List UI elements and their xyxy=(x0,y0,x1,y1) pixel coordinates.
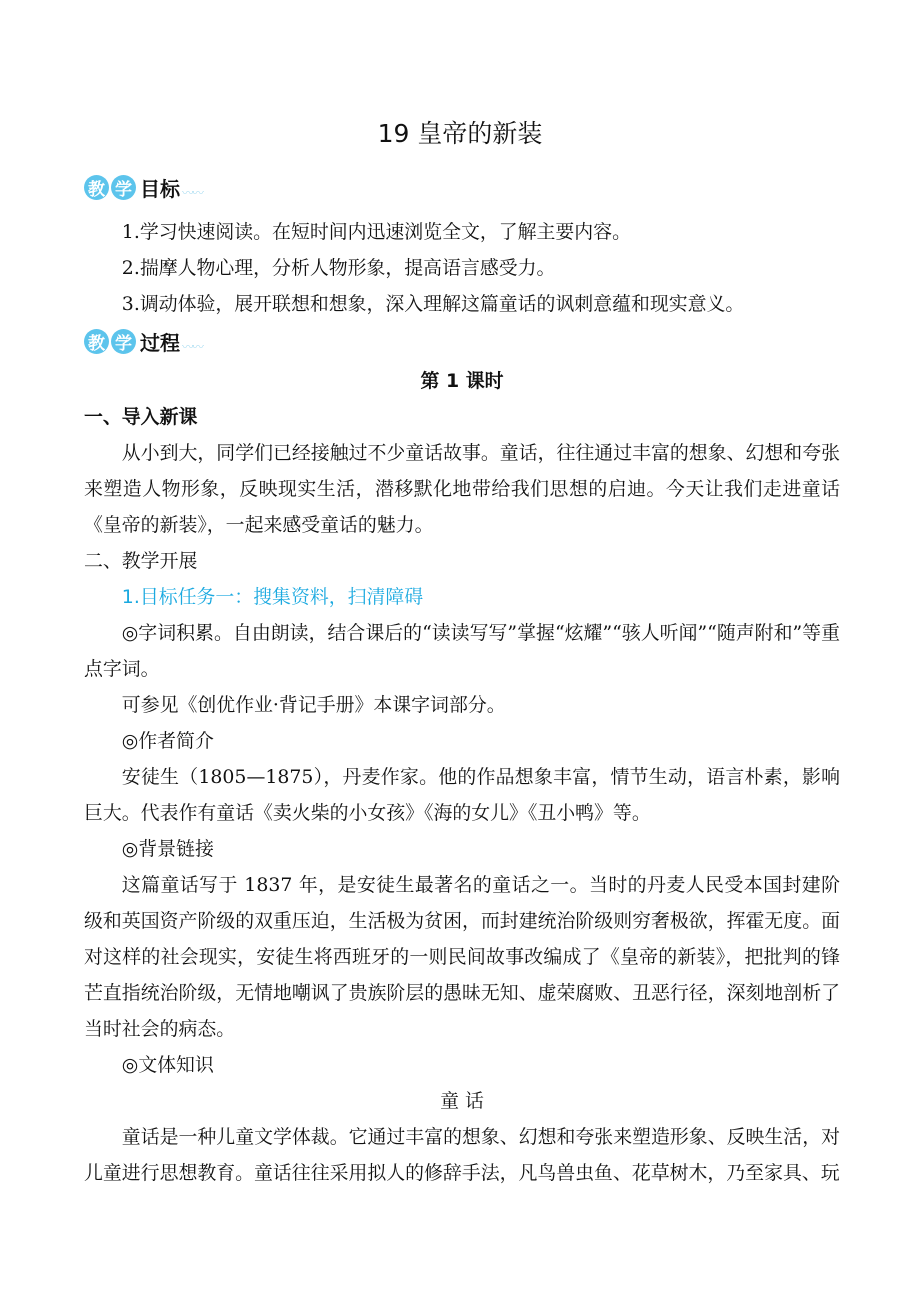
lesson-heading: 第 1 课时 xyxy=(420,370,504,392)
section-heading-objectives xyxy=(84,171,202,203)
cloud-icon: 〰〰 xyxy=(182,339,203,354)
body-content xyxy=(84,363,840,1191)
author-heading: ◎作者简介 xyxy=(121,730,214,752)
words-paragraph: ◎字词积累。自由朗读，结合课后的“读读写写”掌握“炫耀”“骇人听闻”“随声附和”等重点字词。 xyxy=(84,622,840,680)
cloud-icon: 〰〰 xyxy=(182,185,203,200)
badge-text: 目标 xyxy=(140,176,180,201)
reference-paragraph: 可参见《创优作业·背记手册》本课字词部分。 xyxy=(121,694,506,716)
background-heading: ◎背景链接 xyxy=(121,838,214,860)
objectives-list xyxy=(84,214,840,322)
objective: 3.调动体验，展开联想和想象，深入理解这篇童话的讽刺意蕴和现实意义。 xyxy=(121,293,745,315)
badge-char: 学 xyxy=(111,175,136,200)
heading-teaching: 二、教学开展 xyxy=(84,550,198,572)
section-heading-process xyxy=(84,325,202,357)
objective: 2.揣摩人物心理，分析人物形象，提高语言感受力。 xyxy=(121,257,556,279)
task-heading: 1.目标任务一：搜集资料，扫清障碍 xyxy=(121,586,424,608)
badge-char: 教 xyxy=(84,329,109,354)
genre-title: 童 话 xyxy=(440,1090,484,1112)
background-paragraph: 这篇童话写于 1837 年，是安徒生最著名的童话之一。当时的丹麦人民受本国封建阶级和英国资产阶级的双重压迫，生活极为贫困，而封建统治阶级则穷奢极欲，挥霍无度。面对这样的社会现实，安徒生将西班牙的一则民间故事改编成了《皇帝的新装》，把批判的锋芒直指统治阶级，无情地嘲讽了贵族阶层的愚昧无知、虚荣腐败、丑恶行径，深刻地剖析了当时社会的病态。 xyxy=(84,874,840,1040)
page-title: 19 皇帝的新装 xyxy=(377,119,543,148)
badge-char: 教 xyxy=(84,175,109,200)
badge-char: 学 xyxy=(111,329,136,354)
genre-paragraph: 童话是一种儿童文学体裁。它通过丰富的想象、幻想和夸张来塑造形象、反映生活，对儿童进行思想教育。童话往往采用拟人的修辞手法，凡鸟兽虫鱼、花草树木，乃至家具、玩 xyxy=(84,1126,840,1184)
objective: 1.学习快速阅读。在短时间内迅速浏览全文，了解主要内容。 xyxy=(121,221,631,243)
badge-text: 过程 xyxy=(140,330,180,355)
author-paragraph: 安徒生（1805—1875），丹麦作家。他的作品想象丰富，情节生动，语言朴素，影响巨大。代表作有童话《卖火柴的小女孩》《海的女儿》《丑小鸭》等。 xyxy=(84,766,840,824)
intro-paragraph: 从小到大，同学们已经接触过不少童话故事。童话，往往通过丰富的想象、幻想和夸张来塑造人物形象，反映现实生活，潜移默化地带给我们思想的启迪。今天让我们走进童话《皇帝的新装》，一起来感受童话的魅力。 xyxy=(84,442,840,536)
genre-heading: ◎文体知识 xyxy=(121,1054,214,1076)
heading-intro: 一、导入新课 xyxy=(84,406,198,428)
